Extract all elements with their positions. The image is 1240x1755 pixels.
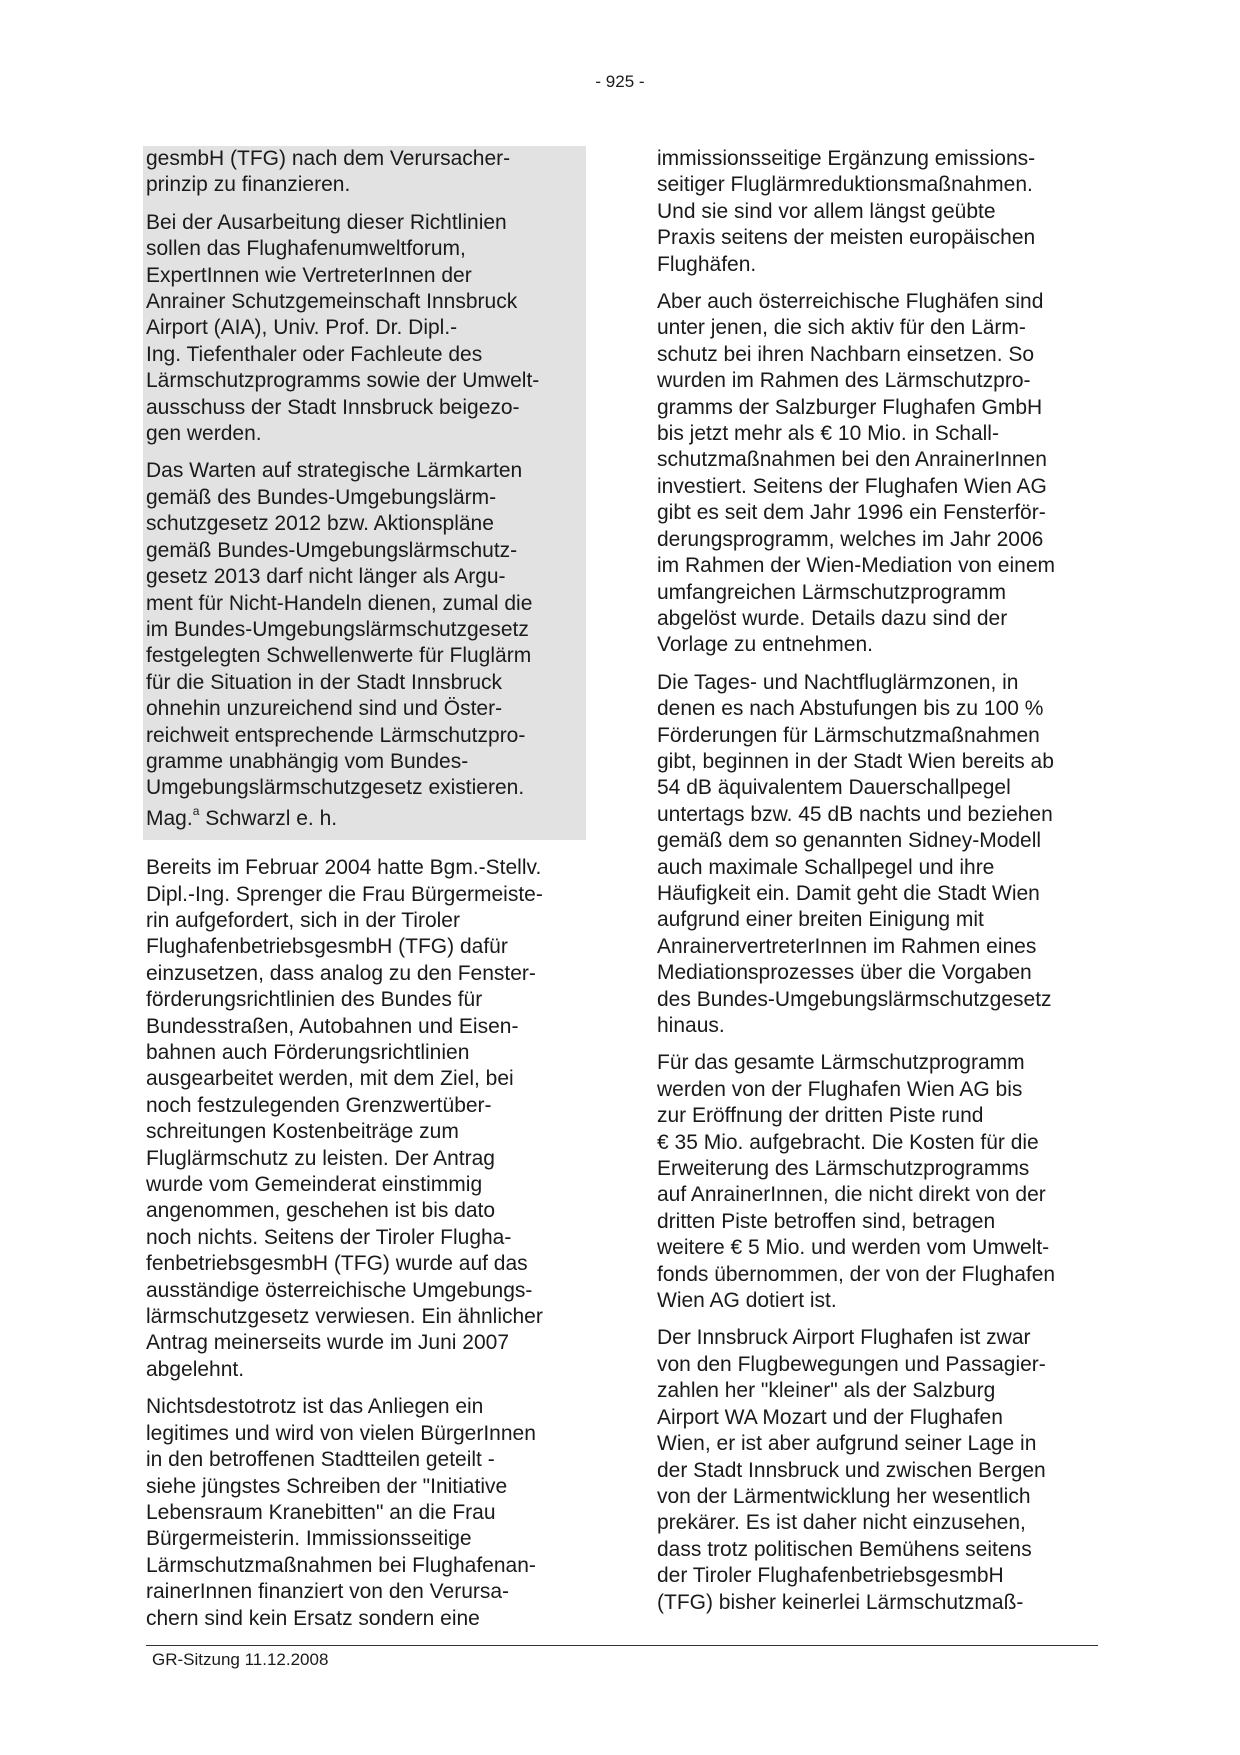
text-line: ausständige österreichische Umgebungs- xyxy=(146,1278,533,1302)
text-line: für die Situation in der Stadt Innsbruck xyxy=(146,670,503,694)
text-line: Bei der Ausarbeitung dieser Richtlinien xyxy=(146,210,507,234)
paragraph xyxy=(146,855,586,1383)
text-line: Umgebungslärmschutzgesetz existieren. xyxy=(146,776,525,800)
text-line: ExpertInnen wie VertreterInnen der xyxy=(146,263,472,287)
text-line: 54 dB äquivalentem Dauerschallpegel xyxy=(657,776,1011,800)
paragraph xyxy=(657,1325,1097,1615)
left-column xyxy=(146,146,586,1643)
text-line: auf AnrainerInnen, die nicht direkt von der xyxy=(657,1183,1046,1207)
text-line: schutzgesetz 2012 bzw. Aktionspläne xyxy=(146,512,494,536)
text-line: Lärmschutzmaßnahmen bei Flughafenan- xyxy=(146,1553,536,1577)
text-line: in den betroffenen Stadtteilen geteilt - xyxy=(146,1448,495,1472)
text-line: siehe jüngstes Schreiben der "Initiative xyxy=(146,1474,508,1498)
text-line: fonds übernommen, der von der Flughafen xyxy=(657,1262,1056,1286)
text-line: schreitungen Kostenbeiträge zum xyxy=(146,1120,459,1144)
text-line: abgelöst wurde. Details dazu sind der xyxy=(657,606,1008,630)
text-line: Dipl.-Ing. Sprenger die Frau Bürgermeiste- xyxy=(146,882,543,906)
text-line: Mediationsprozesses über die Vorgaben xyxy=(657,961,1032,985)
footer-session-date: GR-Sitzung 11.12.2008 xyxy=(152,1650,329,1669)
text-line: aufgrund einer breiten Einigung mit xyxy=(657,908,984,932)
text-line: Wien AG dotiert ist. xyxy=(657,1289,837,1313)
text-line: dritten Piste betroffen sind, betragen xyxy=(657,1209,996,1233)
text-line: hinaus. xyxy=(657,1014,725,1037)
footer-divider xyxy=(146,1645,1098,1646)
text-line: auch maximale Schallpegel und ihre xyxy=(657,855,995,879)
text-line: von den Flugbewegungen und Passagier- xyxy=(657,1352,1046,1376)
text-line: Praxis seitens der meisten europäischen xyxy=(657,226,1036,250)
text-line: Förderungen für Lärmschutzmaßnahmen xyxy=(657,723,1040,747)
signature-superscript: a xyxy=(192,803,200,818)
text-line: Erweiterung des Lärmschutzprogramms xyxy=(657,1157,1030,1181)
paragraph xyxy=(146,210,583,448)
text-line: Lebensraum Kranebitten" an die Frau xyxy=(146,1500,496,1524)
text-line: noch festzulegenden Grenzwertüber- xyxy=(146,1093,492,1117)
text-line: gen werden. xyxy=(146,422,262,446)
text-line: angenommen, geschehen ist bis dato xyxy=(146,1199,496,1223)
text-line: bis jetzt mehr als € 10 Mio. in Schall- xyxy=(657,422,999,446)
text-line: FlughafenbetriebsgesmbH (TFG) dafür xyxy=(146,935,508,959)
text-line: gemäß dem so genannten Sidney-Modell xyxy=(657,829,1042,853)
paragraph xyxy=(657,1050,1097,1314)
paragraph xyxy=(146,146,583,199)
paragraph xyxy=(657,289,1097,659)
text-line: Der Innsbruck Airport Flughafen ist zwar xyxy=(657,1326,1031,1350)
text-line: der Stadt Innsbruck und zwischen Bergen xyxy=(657,1458,1046,1482)
text-line: rin aufgefordert, sich in der Tiroler xyxy=(146,908,460,932)
text-line: schutzmaßnahmen bei den AnrainerInnen xyxy=(657,448,1047,472)
text-line: gibt, beginnen in der Stadt Wien bereits ab xyxy=(657,749,1054,773)
left-body xyxy=(146,855,586,1632)
text-line: prekärer. Es ist daher nicht einzusehen, xyxy=(657,1511,1026,1535)
text-line: gramms der Salzburger Flughafen GmbH xyxy=(657,395,1043,419)
text-line: Häufigkeit ein. Damit geht die Stadt Wien xyxy=(657,881,1040,905)
text-line: Bundesstraßen, Autobahnen und Eisen- xyxy=(146,1014,519,1038)
text-line: dass trotz politischen Bemühens seitens xyxy=(657,1537,1032,1561)
text-line: reichweit entsprechende Lärmschutzpro- xyxy=(146,723,526,747)
text-line: immissionsseitige Ergänzung emissions- xyxy=(657,147,1036,170)
text-line: bahnen auch Förderungsrichtlinien xyxy=(146,1041,470,1064)
shaded-block xyxy=(143,146,586,804)
text-line: weitere € 5 Mio. und werden vom Umwelt- xyxy=(657,1236,1050,1260)
text-line: untertags bzw. 45 dB nachts und beziehen xyxy=(657,802,1053,826)
text-line: festgelegten Schwellenwerte für Fluglärm xyxy=(146,644,532,668)
text-line: zur Eröffnung der dritten Piste rund xyxy=(657,1104,984,1128)
text-line: Flughäfen. xyxy=(657,252,757,276)
text-line: Nichtsdestotrotz ist das Anliegen ein xyxy=(146,1395,484,1419)
text-line: Antrag meinerseits wurde im Juni 2007 xyxy=(146,1331,510,1355)
text-line: förderungsrichtlinien des Bundes für xyxy=(146,988,483,1012)
text-line: legitimes und wird von vielen BürgerInnen xyxy=(146,1421,536,1445)
text-line: derungsprogramm, welches im Jahr 2006 xyxy=(657,527,1044,551)
text-line: ausgearbeitet werden, mit dem Ziel, bei xyxy=(146,1067,514,1091)
text-line: ausschuss der Stadt Innsbruck beigezo- xyxy=(146,395,520,419)
text-line: denen es nach Abstufungen bis zu 100 % xyxy=(657,697,1044,721)
text-line: Ing. Tiefenthaler oder Fachleute des xyxy=(146,342,483,366)
text-line: unter jenen, die sich aktiv für den Lärm- xyxy=(657,316,1026,340)
text-line: Bürgermeisterin. Immissionsseitige xyxy=(146,1527,472,1551)
paragraph xyxy=(657,146,1097,278)
text-line: Airport WA Mozart und der Flughafen xyxy=(657,1405,1003,1429)
paragraph xyxy=(657,670,1097,1040)
text-line: Und sie sind vor allem längst geübte xyxy=(657,199,996,223)
text-line: seitiger Fluglärmreduktionsmaßnahmen. xyxy=(657,173,1033,197)
text-line: investiert. Seitens der Flughafen Wien AG xyxy=(657,474,1047,498)
text-line: gesmbH (TFG) nach dem Verursacher- xyxy=(146,147,511,170)
text-line: im Bundes-Umgebungslärmschutzgesetz xyxy=(146,617,529,641)
text-line: fenbetriebsgesmbH (TFG) wurde auf das xyxy=(146,1252,528,1276)
text-line: der Tiroler FlughafenbetriebsgesmbH xyxy=(657,1564,1004,1588)
text-line: ohnehin unzureichend sind und Öster- xyxy=(146,697,503,721)
text-line: wurde vom Gemeinderat einstimmig xyxy=(146,1173,483,1197)
text-line: sollen das Flughafenumweltforum, xyxy=(146,237,466,261)
page-number: - 925 - xyxy=(595,72,645,91)
text-line: Die Tages- und Nachtfluglärmzonen, in xyxy=(657,670,1019,694)
text-line: gesetz 2013 darf nicht länger als Argu- xyxy=(146,565,506,589)
text-line: umfangreichen Lärmschutzprogramm xyxy=(657,580,1006,604)
text-line: von der Lärmentwicklung her wesentlich xyxy=(657,1484,1031,1508)
text-line: rainerInnen finanziert von den Verursa- xyxy=(146,1580,510,1604)
text-line: Anrainer Schutzgemeinschaft Innsbruck xyxy=(146,290,518,314)
text-line: Für das gesamte Lärmschutzprogramm xyxy=(657,1051,1025,1075)
text-line: Vorlage zu entnehmen. xyxy=(657,633,873,657)
text-line: abgelehnt. xyxy=(146,1357,245,1381)
text-line: gramme unabhängig vom Bundes- xyxy=(146,749,469,773)
text-line: lärmschutzgesetz verwiesen. Ein ähnlicher xyxy=(146,1305,543,1329)
text-line: (TFG) bisher keinerlei Lärmschutzmaß- xyxy=(657,1590,1024,1614)
text-line: gibt es seit dem Jahr 1996 ein Fensterför- xyxy=(657,501,1046,525)
text-line: Das Warten auf strategische Lärmkarten xyxy=(146,459,523,483)
text-line: zahlen her "kleiner" als der Salzburg xyxy=(657,1379,996,1403)
text-line: wurden im Rahmen des Lärmschutzpro- xyxy=(657,369,1031,393)
text-line: Wien, er ist aber aufgrund seiner Lage in xyxy=(657,1432,1037,1456)
text-line: Lärmschutzprogramms sowie der Umwelt- xyxy=(146,369,540,393)
text-line: ment für Nicht-Handeln dienen, zumal die xyxy=(146,591,533,615)
text-line: Bereits im Februar 2004 hatte Bgm.-Stellv. xyxy=(146,856,542,880)
text-line: einzusetzen, dass analog zu den Fenster- xyxy=(146,961,536,985)
text-line: chern sind kein Ersatz sondern eine xyxy=(146,1606,480,1630)
text-line: gemäß des Bundes-Umgebungslärm- xyxy=(146,485,497,509)
text-line: Fluglärmschutz zu leisten. Der Antrag xyxy=(146,1146,495,1170)
text-line: € 35 Mio. aufgebracht. Die Kosten für die xyxy=(657,1130,1039,1154)
text-line: Airport (AIA), Univ. Prof. Dr. Dipl.- xyxy=(146,316,458,340)
text-line: prinzip zu finanzieren. xyxy=(146,173,351,197)
paragraph xyxy=(146,1394,586,1632)
paragraph xyxy=(146,458,583,801)
signature-name: Schwarzl e. h. xyxy=(199,806,338,830)
text-line: Aber auch österreichische Flughäfen sind xyxy=(657,290,1044,314)
text-line: noch nichts. Seitens der Tiroler Flugha- xyxy=(146,1225,512,1249)
signature xyxy=(143,803,586,840)
text-line: schutz bei ihren Nachbarn einsetzen. So xyxy=(657,342,1035,366)
text-line: AnrainervertreterInnen im Rahmen eines xyxy=(657,934,1037,958)
text-line: des Bundes-Umgebungslärmschutzgesetz xyxy=(657,987,1052,1011)
text-line: gemäß Bundes-Umgebungslärmschutz- xyxy=(146,538,518,562)
text-line: im Rahmen der Wien-Mediation von einem xyxy=(657,554,1056,578)
text-line: werden von der Flughafen Wien AG bis xyxy=(657,1077,1023,1101)
signature-prefix: Mag. xyxy=(146,806,193,830)
right-column xyxy=(657,146,1097,1627)
